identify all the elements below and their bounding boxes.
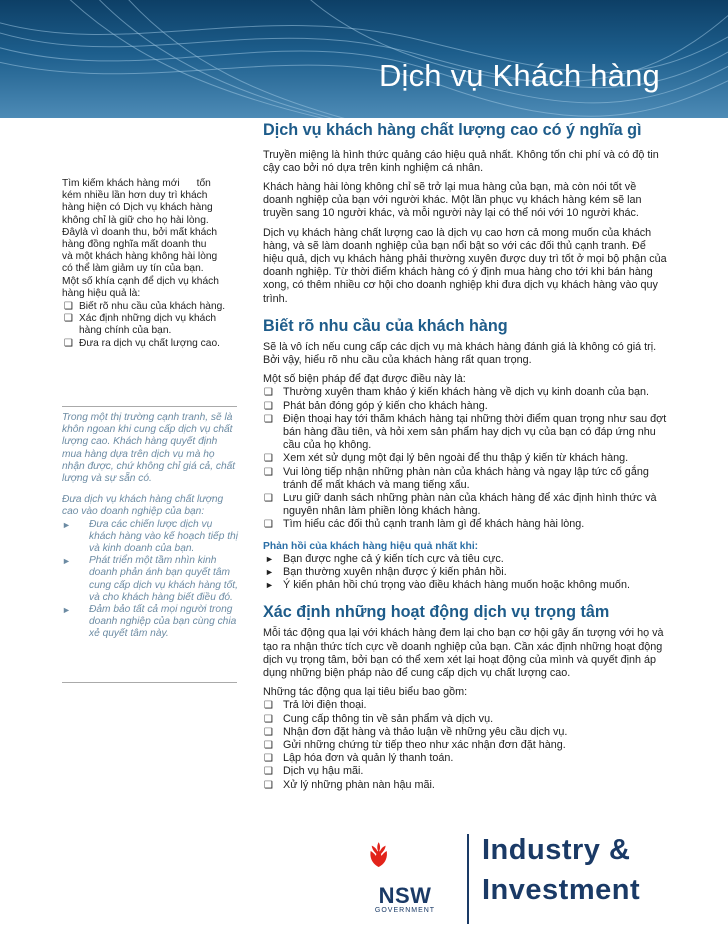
subheading: Phản hồi của khách hàng hiệu quả nhất khi: (263, 540, 479, 552)
intro-line: Đâylà vì doanh thu, bởi mất khách (62, 226, 218, 238)
list-item: ► Ý kiến phản hồi chú trọng vào điều khách hàng muốn hoặc không muốn. (265, 579, 630, 592)
intro-line: hàng hiệu quả là: (62, 287, 141, 299)
callout-paragraph: Đưa dịch vụ khách hàng chất lượng cao vào doanh nghiệp của bạn: (62, 494, 224, 518)
checkbox-bullet-icon: ❑ (64, 313, 73, 325)
checkbox-bullet-icon: ❑ (64, 337, 73, 349)
checkbox-bullet-icon: ❑ (264, 779, 273, 791)
triangle-bullet-icon: ► (265, 580, 274, 591)
list-item: ► Phát triển một tầm nhìn kinh doanh phản ánh bạn quyết tâm cung cấp dịch vụ khách hàng tốt, và cho khách hàng biết điều đó. (62, 555, 238, 603)
checkbox-bullet-icon: ❑ (264, 753, 273, 765)
triangle-bullet-icon: ► (62, 519, 71, 530)
nsw-waratah-logo-icon (368, 827, 448, 883)
checkbox-bullet-icon: ❑ (264, 400, 273, 412)
checkbox-bullet-icon: ❑ (264, 700, 273, 712)
logo-divider (467, 834, 469, 924)
callout-paragraph: Trong một thị trường cạnh tranh, sẽ là khôn ngoan khi cung cấp dịch vụ chất lượng cao. Khách hàng quyết định mua hàng dựa trên dịch vụ mà họ nhận được, chứ không chỉ giá cả, chất lượng và sự sẵn có. (62, 412, 236, 485)
triangle-bullet-icon: ► (62, 605, 71, 616)
sidebar-callout (62, 412, 238, 641)
paragraph: Những tác động qua lại tiêu biểu bao gồm: (263, 686, 468, 699)
triangle-bullet-icon: ► (265, 553, 274, 564)
list-item: ❑ Đưa ra dịch vụ chất lượng cao. (64, 337, 220, 349)
checkbox-bullet-icon: ❑ (264, 492, 273, 504)
wordmark-line: Investment (482, 874, 641, 906)
list-item: ❑ Dịch vụ hậu mãi. (264, 765, 364, 778)
paragraph: Sẽ là vô ích nếu cung cấp các dịch vụ mà khách hàng đánh giá là không có giá trị. Bởi vậy, hiểu rõ nhu cầu của khách hàng rất quan trọng. (263, 340, 657, 366)
checkbox-bullet-icon: ❑ (264, 453, 273, 465)
list-item: ❑ Phát bản đóng góp ý kiến cho khách hàng. (264, 399, 488, 412)
list-item: ❑ Thường xuyên tham khảo ý kiến khách hàng về dịch vụ kinh doanh của bạn. (264, 386, 650, 399)
nsw-wordmark: NSW (378, 883, 432, 908)
sidebar-list (62, 301, 238, 350)
banner-title: Dịch vụ Khách hàng (378, 58, 660, 93)
wordmark-line: Industry & (482, 834, 631, 866)
checkbox-bullet-icon: ❑ (264, 413, 273, 425)
interactions-list (263, 699, 668, 791)
checkbox-bullet-icon: ❑ (264, 740, 273, 752)
sidebar-intro (62, 178, 238, 350)
callout-list (62, 519, 238, 641)
paragraph: Mỗi tác động qua lại với khách hàng đem lại cho bạn cơ hội gây ấn tượng với họ và tạo ra nhận thức tích cực về doanh nghiệp của bạn. Cần xác định những hoạt động dịch vụ trọng tâm, bởi bạn có thể xem xét lại hoạt động của mình và quyết định áp dụng những biện pháp nào để cung cấp dịch vụ chất lượng cao. (263, 627, 664, 679)
list-item: ❑ Xem xét sử dụng một đại lý bên ngoài để thu thập ý kiến từ khách hàng. (264, 452, 629, 465)
section-heading: Xác định những hoạt động dịch vụ trọng tâm (263, 603, 610, 622)
section-heading: Dịch vụ khách hàng chất lượng cao có ý nghĩa gì (263, 121, 642, 139)
list-item: ❑ Xử lý những phàn nàn hậu mãi. (264, 778, 435, 791)
intro-line: kém nhiều lần hơn duy trì khách (62, 190, 208, 202)
paragraph: Khách hàng hài lòng không chỉ sẽ trở lại mua hàng của bạn, mà còn nói tốt về doanh nghiệp của bạn với người khác. Một lần phục vụ khách hàng kém sẽ lan truyền sang 10 người khác, và mỗi người này lại có thể nói với 10 người khác. (263, 180, 642, 220)
list-item: ❑ Xác định những dịch vụ khách hàng chính của bạn. (64, 313, 217, 337)
paragraph: Một số biện pháp để đạt được điều này là: (263, 373, 466, 386)
triangle-bullet-icon: ► (62, 556, 71, 567)
list-item: ❑ Gửi những chứng từ tiếp theo như xác nhận đơn đặt hàng. (264, 739, 566, 752)
list-item: ❑ Vui lòng tiếp nhận những phàn nàn của khách hàng và ngay lập tức cố gắng tránh để mất khách và mang tiếng xấu. (264, 465, 649, 491)
intro-line: hàng hiện có Dịch vụ khách hàng (62, 202, 213, 214)
checkbox-bullet-icon: ❑ (264, 726, 273, 738)
measures-list (263, 386, 668, 531)
intro-line: Một số khía cạnh để dịch vụ khách (62, 275, 219, 287)
main-content (263, 120, 668, 792)
intro-line: hàng đồng nghĩa mất doanh thu (62, 239, 207, 251)
header-banner (0, 0, 728, 118)
list-item: ► Đưa các chiến lược dịch vụ khách hàng vào kế hoạch tiếp thị và kinh doanh của bạn. (62, 518, 238, 555)
checkbox-bullet-icon: ❑ (264, 387, 273, 399)
intro-line: không chỉ là giữ cho họ hài lòng. (62, 214, 209, 226)
section-heading: Biết rõ nhu cầu của khách hàng (263, 316, 508, 335)
industry-investment-wordmark (482, 830, 640, 910)
checkbox-bullet-icon: ❑ (264, 466, 273, 478)
government-label: GOVERNMENT (374, 907, 436, 914)
list-item: ❑ Lưu giữ danh sách những phàn nàn của khách hàng để xác định hình thức và nguyên nhân làm phiền lòng khách hàng. (264, 491, 657, 518)
checkbox-bullet-icon: ❑ (264, 766, 273, 778)
divider-bottom (62, 682, 237, 683)
list-item: ► Bạn thường xuyên nhận được ý kiến phản hồi. (265, 565, 507, 578)
list-item: ► Bạn được nghe cả ý kiến tích cực và tiêu cực. (265, 552, 504, 565)
list-item: ❑ Biết rõ nhu cầu của khách hàng. (64, 301, 226, 313)
list-item: ❑ Cung cấp thông tin về sản phẩm và dịch vụ. (264, 712, 494, 725)
intro-line: có thể làm giảm uy tín của bạn. (62, 263, 204, 275)
list-item: ❑ Trả lời điện thoại. (264, 699, 367, 712)
feedback-list (263, 553, 668, 593)
list-item: ❑ Tìm hiểu các đối thủ cạnh tranh làm gì để khách hàng hài lòng. (264, 518, 585, 531)
divider-top (62, 406, 237, 407)
checkbox-bullet-icon: ❑ (264, 519, 273, 531)
intro-line: Tìm kiếm khách hàng mới tốn (62, 178, 211, 189)
list-item: ❑ Điện thoại hay tới thăm khách hàng tại những thời điểm quan trọng như sau đợt bán hàng đầu tiên, và hỏi xem sản phẩm hay dịch vụ của bạn có đáp ứng nhu cầu của họ không. (264, 412, 667, 452)
intro-line: và một khách hàng không hài lòng (62, 251, 218, 263)
triangle-bullet-icon: ► (265, 566, 274, 577)
paragraph: Dịch vụ khách hàng chất lượng cao là dịch vụ cao hơn cả mong muốn của khách hàng, và sẽ làm doanh nghiệp của bạn nổi bật so với các đối thủ cạnh tranh. Để hiệu quả, dịch vụ khách hàng phải thường xuyên được duy trì tốt ở mọi bộ phận của doanh nghiệp. Từ thời điểm khách hàng có ý định mua hàng cho tới khi bán hàng xong, có thêm nhiều cơ hội cho doanh nghiệp khi đưa dịch vụ khách hàng vào quy trình. (263, 226, 667, 305)
list-item: ❑ Lập hóa đơn và quản lý thanh toán. (264, 752, 454, 765)
checkbox-bullet-icon: ❑ (64, 301, 73, 313)
checkbox-bullet-icon: ❑ (264, 713, 273, 725)
paragraph: Truyền miệng là hình thức quảng cáo hiệu quả nhất. Không tốn chi phí và có độ tin cậy cao bởi nó dựa trên kinh nghiệm cá nhân. (263, 148, 659, 174)
list-item: ► Đảm bảo tất cả mọi người trong doanh nghiệp của bạn cùng chia xẻ quyết tâm này. (62, 604, 237, 640)
list-item: ❑ Nhận đơn đặt hàng và thảo luận về những yêu cầu dịch vụ. (264, 725, 568, 738)
